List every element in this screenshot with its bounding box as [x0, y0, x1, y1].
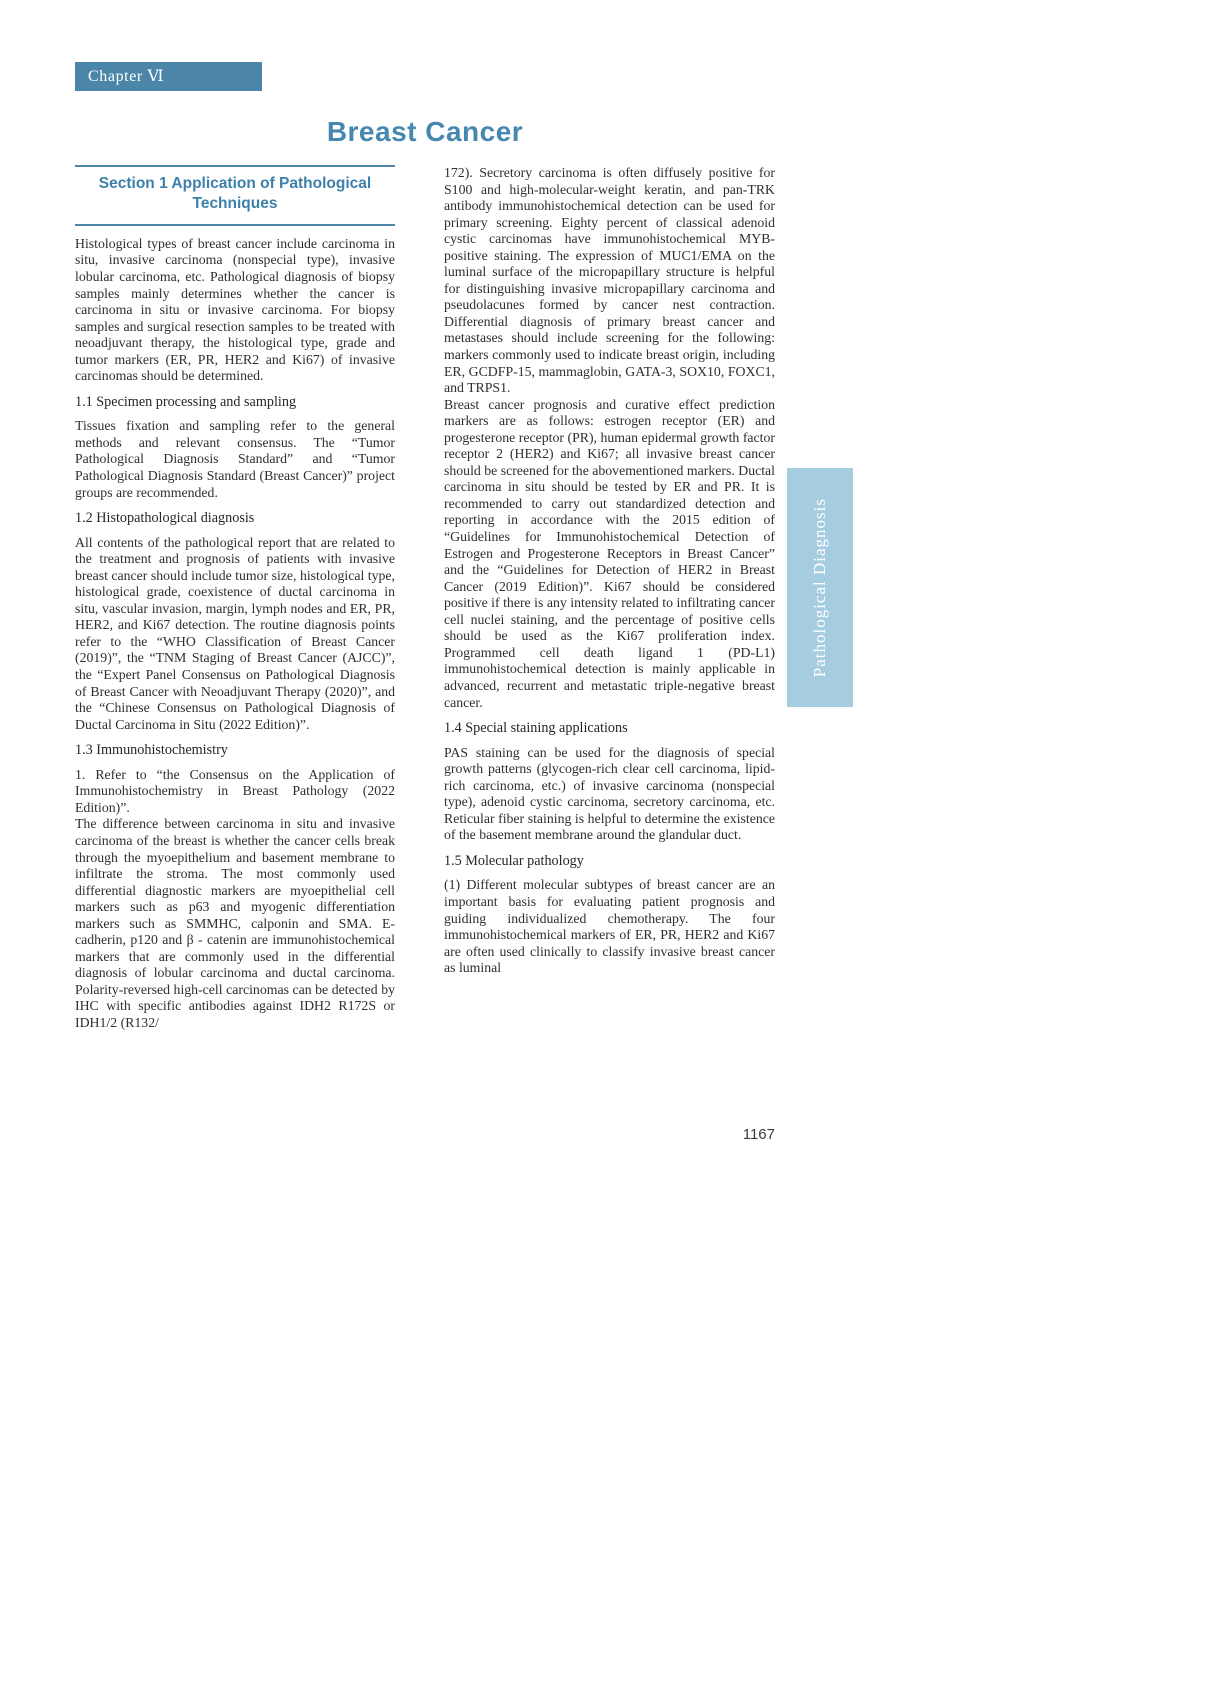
page-number: 1167: [742, 1126, 775, 1143]
body-paragraph: PAS staining can be used for the diagnosis of special growth patterns (glycogen-rich clear cell carcinoma, lipid-rich carcinoma, etc.) of invasive carcinoma (nonspecial type), adenoid cystic carcinoma, secretory carcinoma, etc. Reticular fiber staining is helpful to determine the existence of the basement membrane around the glandular duct.: [444, 744, 775, 843]
subsection-heading: 1.2 Histopathological diagnosis: [75, 510, 255, 527]
subsection-heading: 1.4 Special staining applications: [444, 720, 628, 737]
subsection-heading: 1.5 Molecular pathology: [444, 852, 584, 869]
body-paragraph: (1) Different molecular subtypes of breast cancer are an important basis for evaluating patient prognosis and guiding individualized chemotherapy. The four immunohistochemical markers of ER, PR, HER2 and Ki67 are often used clinically to classify invasive breast cancer as luminal: [444, 877, 775, 976]
body-paragraph: The difference between carcinoma in situ and invasive carcinoma of the breast is whether the cancer cells break through the myoepithelium and basement membrane to infiltrate the stroma. The most commonly used differential diagnostic markers are myoepithelial cell markers such as p63 and myogenic differentiation markers such as SMMHC, calponin and SMA. E-cadherin, p120 and β - catenin are immunohistochemical markers that are commonly used in the differential diagnosis of lobular carcinoma and ductal carcinoma. Polarity-reversed high-cell carcinomas can be detected by IHC with specific antibodies against IDH2 R172S or IDH1/2 (R132/: [75, 816, 395, 1030]
section-heading: Section 1 Application of Pathological Techniques: [75, 165, 395, 226]
right-column: [444, 165, 775, 977]
chapter-badge: Chapter Ⅵ: [75, 62, 262, 91]
page-title: Breast Cancer: [326, 115, 524, 147]
left-column: [75, 165, 395, 1032]
body-paragraph: 1. Refer to “the Consensus on the Application of Immunohistochemistry in Breast Pathology (2022 Edition)”.: [75, 766, 395, 815]
body-paragraph: Breast cancer prognosis and curative effect prediction markers are as follows: estrogen receptor (ER) and progesterone receptor (PR), human epidermal growth factor receptor 2 (HER2) and Ki67; all invasive breast cancer should be screened for the abovementioned markers. Ductal carcinoma in situ should be tested by ER and PR. It is recommended to carry out standardized detection and reporting in accordance with the 2015 edition of “Guidelines for Immunohistochemical Detection of Estrogen and Progesterone Receptors in Breast Cancer” and the “Guidelines for Detection of HER2 in Breast Cancer (2019 Edition)”. Ki67 should be considered positive if there is any intensity related to infiltrating cancer cell nuclei staining, and the percentage of positive cells should be used as the Ki67 proliferation index. Programmed cell death ligand 1 (PD-L1) immunohistochemical detection is mainly applicable in advanced, recurrent and metastatic triple-negative breast cancer.: [444, 396, 776, 710]
subsection-heading: 1.3 Immunohistochemistry: [75, 742, 228, 759]
subsection-heading: 1.1 Specimen processing and sampling: [75, 393, 297, 410]
thumb-index-tab-label: Pathological Diagnosis: [810, 497, 829, 678]
body-paragraph: Histological types of breast cancer include carcinoma in situ, invasive carcinoma (nonspecial type), invasive lobular carcinoma, etc. Pathological diagnosis of biopsy samples mainly determines whether the cancer is carcinoma in situ or invasive carcinoma. For biopsy samples and surgical resection samples to be treated with neoadjuvant therapy, the histological type, grade and tumor markers (ER, PR, HER2 and Ki67) of invasive carcinomas should be determined.: [75, 235, 395, 384]
body-paragraph: All contents of the pathological report that are related to the treatment and prognosis of patients with invasive breast cancer should include tumor size, histological type, histological grade, coexistence of ductal carcinoma in situ, vascular invasion, margin, lymph nodes and ER, PR, HER2, and Ki67 detection. The routine diagnosis points refer to the “WHO Classification of Breast Cancer (2019)”, the “TNM Staging of Breast Cancer (AJCC)”, the “Expert Panel Consensus on Pathological Diagnosis of Breast Cancer with Neoadjuvant Therapy (2020)”, and the “Chinese Consensus on Pathological Diagnosis of Ductal Carcinoma in Situ (2022 Edition)”.: [75, 534, 395, 732]
thumb-index-tab: [787, 468, 853, 707]
left-column-blocks: [75, 236, 395, 1032]
right-column-blocks: [444, 165, 775, 977]
body-paragraph: Tissues fixation and sampling refer to the general methods and relevant consensus. The “Tumor Pathological Diagnosis Standard” and “Tumor Pathological Diagnosis Standard (Breast Cancer)” project groups are recommended.: [75, 418, 395, 500]
body-paragraph: 172). Secretory carcinoma is often diffusely positive for S100 and high-molecular-weight keratin, and pan-TRK antibody immunohistochemical detection can be used for primary screening. Eighty percent of classical adenoid cystic carcinomas have immunohistochemical MYB-positive staining. The expression of MUC1/EMA on the luminal surface of the micropapillary structure is helpful for distinguishing invasive micropapillary carcinoma and pseudolacunes formed by cancer nest contraction. Differential diagnosis of primary breast cancer and metastases should include screening for the following: markers commonly used to indicate breast origin, including ER, GCDFP-15, mammaglobin, GATA-3, SOX10, FOXC1, and TRPS1.: [444, 165, 775, 396]
